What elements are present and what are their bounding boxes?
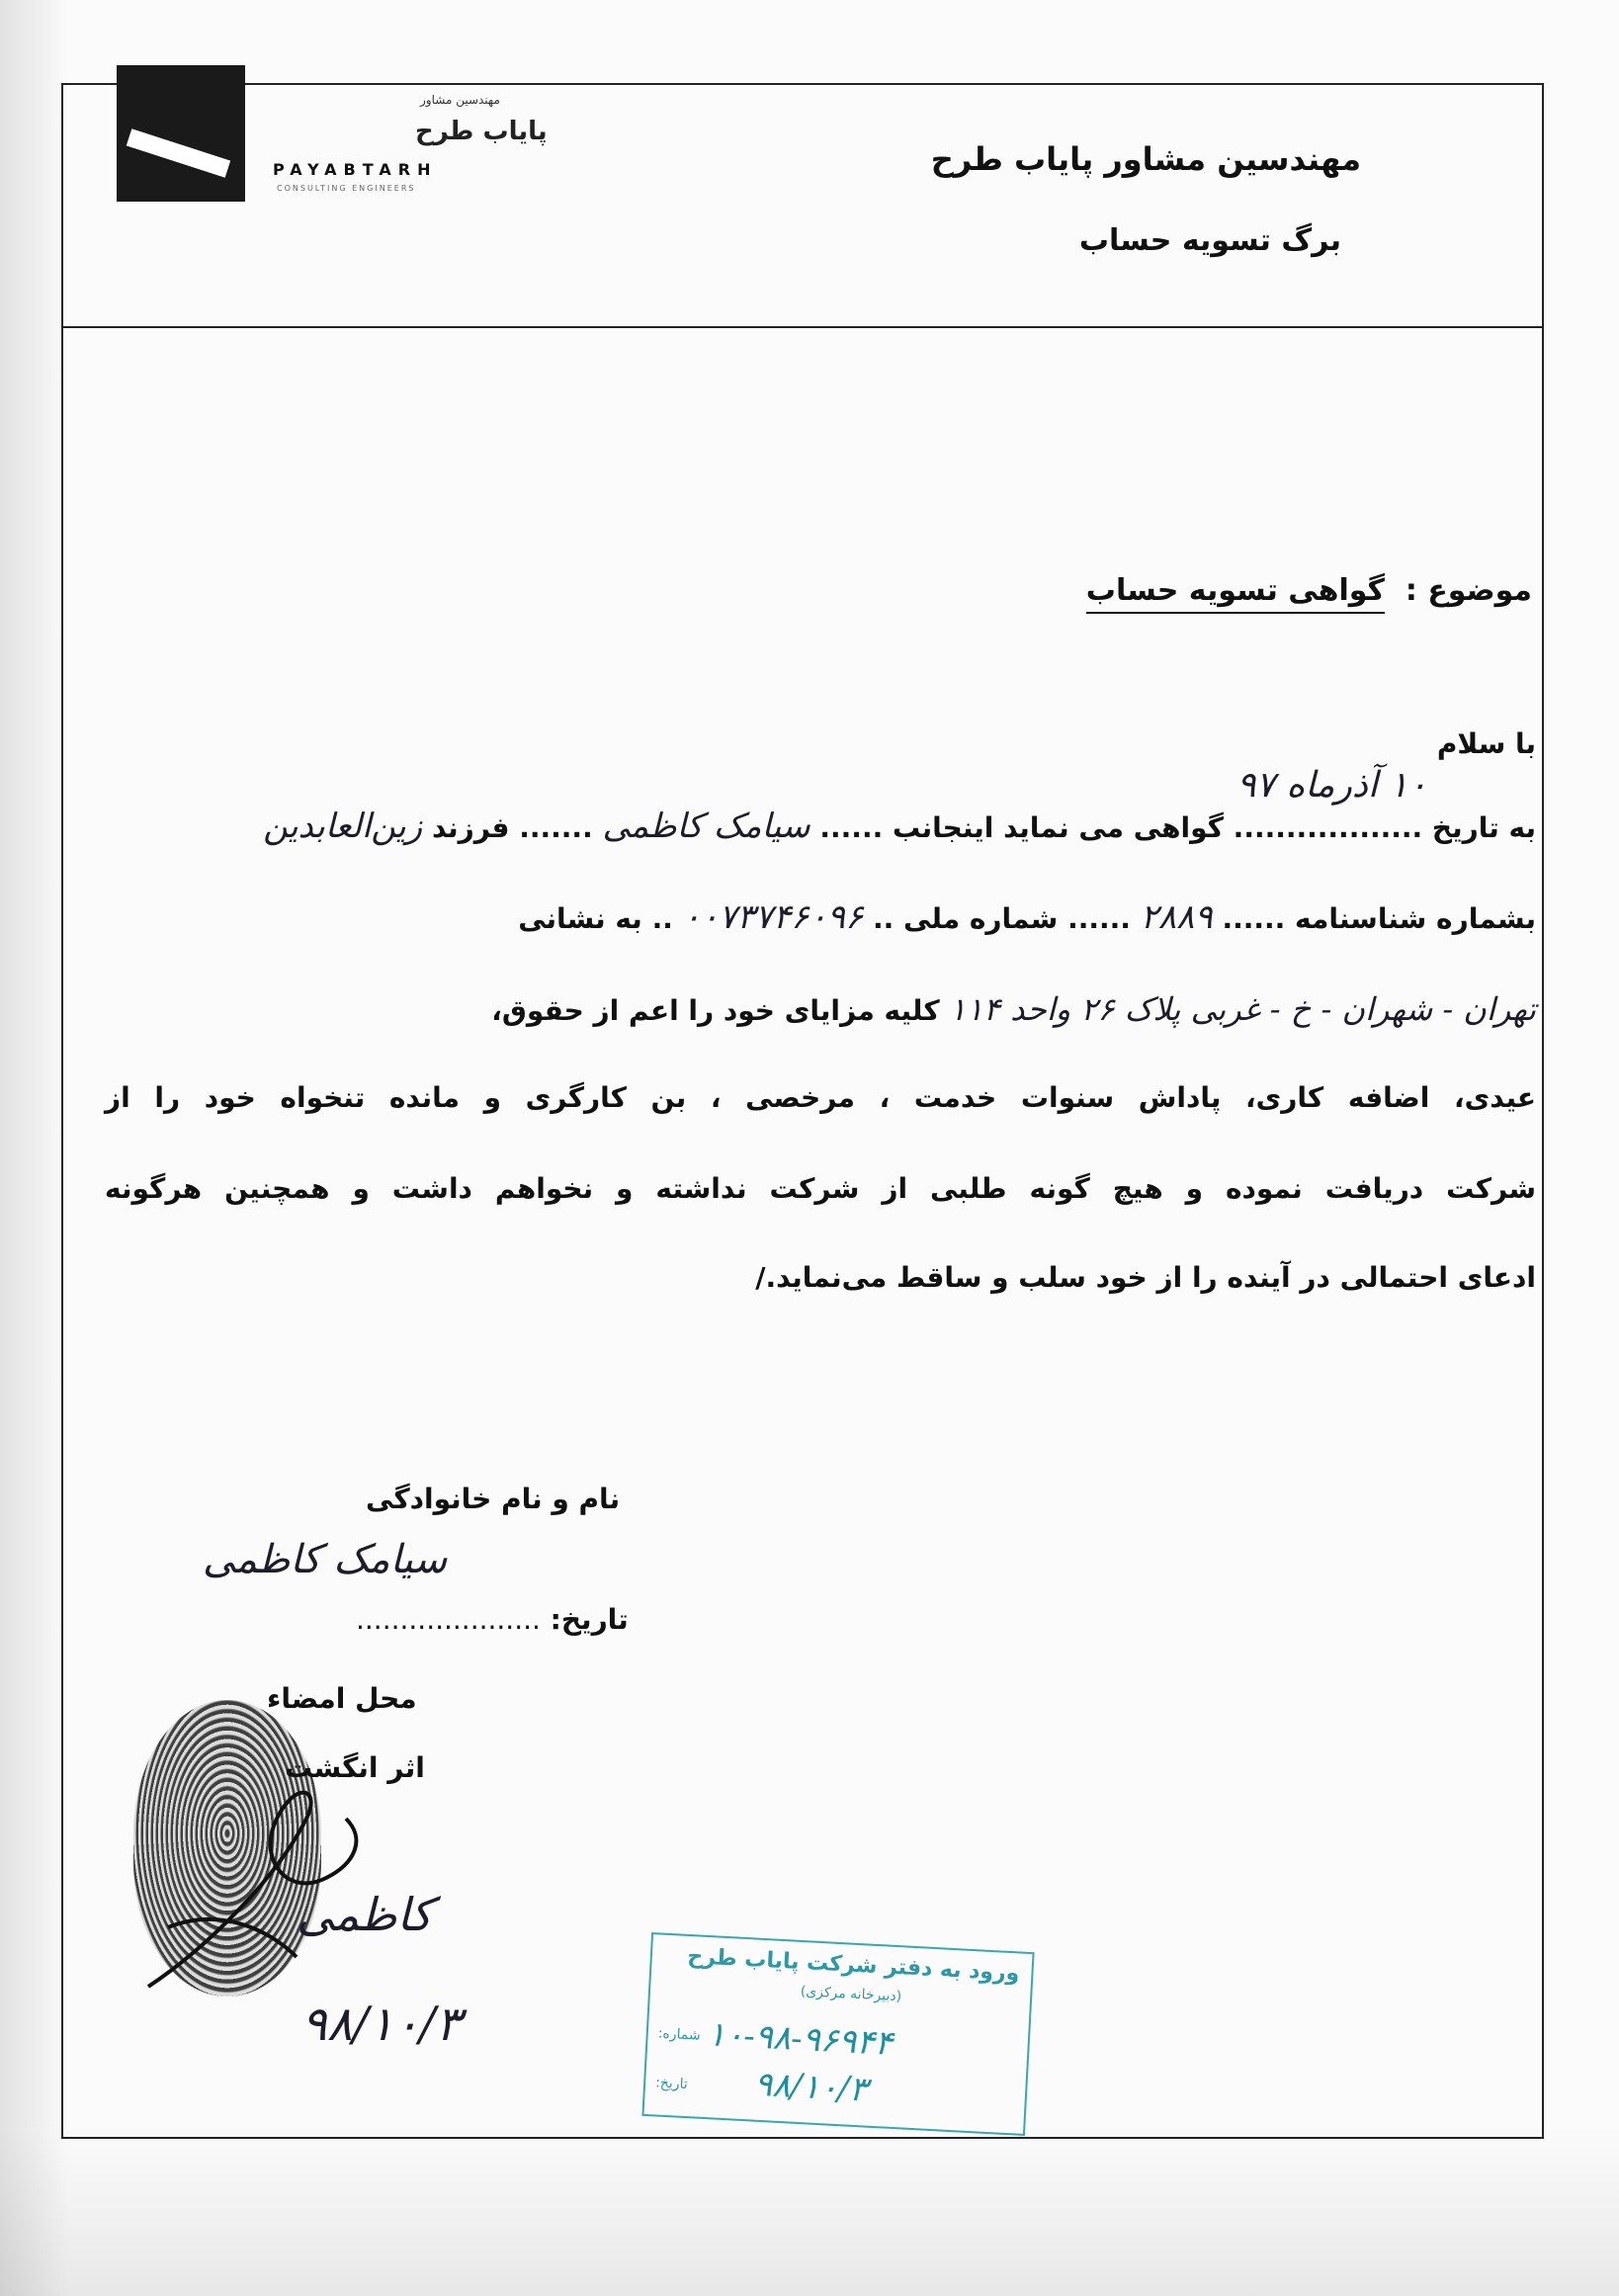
logo-subtitle-fa: مهندسین مشاور <box>420 93 500 107</box>
signature-name-handwritten: سیامک کاظمی <box>203 1537 448 1582</box>
document-header <box>61 83 1544 328</box>
id-number-label: بشماره شناسنامه <box>1295 902 1536 935</box>
subject-label: موضوع : <box>1405 573 1532 608</box>
body-line-3 <box>491 990 1536 1028</box>
body-line-5: شرکت دریافت نموده و هیچ گونه طلبی از شرکت نداشته و نخواهم داشت و همچنین هرگونه <box>105 1172 1536 1205</box>
father-name-handwritten: زین‌العابدین <box>263 807 423 846</box>
national-id-label: شماره ملی <box>903 902 1059 935</box>
signature-date-handwritten: ۹۸/۱۰/۳ <box>301 1997 462 2052</box>
subject-text: گواهی تسویه حساب <box>1086 573 1385 614</box>
logo-subtitle-en: CONSULTING ENGINEERS <box>277 184 416 193</box>
name-handwritten: سیامک کاظمی <box>602 807 810 846</box>
date-handwritten: ۱۰ آذرماه ۹۷ <box>1236 765 1427 806</box>
stamp-number-label: شماره: <box>657 2025 702 2044</box>
certify-text: گواهی می نماید اینجانب <box>892 811 1224 844</box>
national-id-handwritten: ۰۰۷۳۷۴۶۰۹۶ <box>682 897 864 937</box>
address-label: به نشانی <box>518 902 642 935</box>
company-logo-icon <box>117 65 245 202</box>
signature-name-label: نام و نام خانوادگی <box>366 1483 621 1515</box>
logo-name-en: PAYABTARH <box>273 160 438 179</box>
greeting: با سلام <box>1436 727 1536 760</box>
reception-stamp <box>641 1932 1034 2136</box>
body-line-2: بشماره شناسنامه ...... ۲۸۸۹ ...... شماره ملی .. ۰۰۷۳۷۴۶۰۹۶ .. به نشانی <box>518 897 1536 937</box>
stamp-date-handwritten: ۹۸/۱۰/۳ <box>753 2064 869 2110</box>
sign-place-label: محل امضاء <box>267 1682 417 1715</box>
signature-date-label: تاریخ: ..................... <box>356 1603 629 1636</box>
fingerprint-label: اثر انگشت <box>285 1751 425 1784</box>
address-handwritten: تهران - شهران - خ - غربی پلاک ۲۶ واحد ۱۱۴ <box>949 990 1536 1028</box>
id-number-handwritten: ۲۸۸۹ <box>1140 897 1213 937</box>
form-title: برگ تسویه حساب <box>1078 223 1341 258</box>
signature-date-text: تاریخ: <box>550 1603 629 1636</box>
stamp-date-label: تاریخ: <box>654 2075 689 2093</box>
stamp-subtitle: (دبیرخانه مرکزی) <box>800 1983 902 2005</box>
date-prefix: به تاریخ <box>1431 811 1536 844</box>
body-line-6: ادعای احتمالی در آینده را از خود سلب و ساقط می‌نماید./ <box>755 1261 1536 1294</box>
company-title: مهندسین مشاور پایاب طرح <box>930 140 1361 178</box>
signature-handwritten: کاظمی <box>297 1888 433 1941</box>
stamp-number-handwritten: ۱۰-۹۸-۹۶۹۴۴ <box>706 2014 894 2064</box>
logo-name-fa: پایاب طرح <box>415 117 548 146</box>
body-line-4: عیدی، اضافه کاری، پاداش سنوات خدمت ، مرخصی ، بن کارگری و مانده تنخواه خود را از <box>105 1081 1536 1114</box>
child-of-label: فرزند <box>431 811 510 844</box>
benefits-text: کلیه مزایای خود را اعم از حقوق، <box>491 994 940 1027</box>
body-line-1: به تاریخ .................. ۱۰ آذرماه ۹۷ گواهی می نماید اینجانب ...... سیامک کاظمی ....... فرزند زین‌العابدین <box>263 765 1536 846</box>
stamp-title: ورود به دفتر شرکت پایاب طرح <box>686 1943 1021 1987</box>
